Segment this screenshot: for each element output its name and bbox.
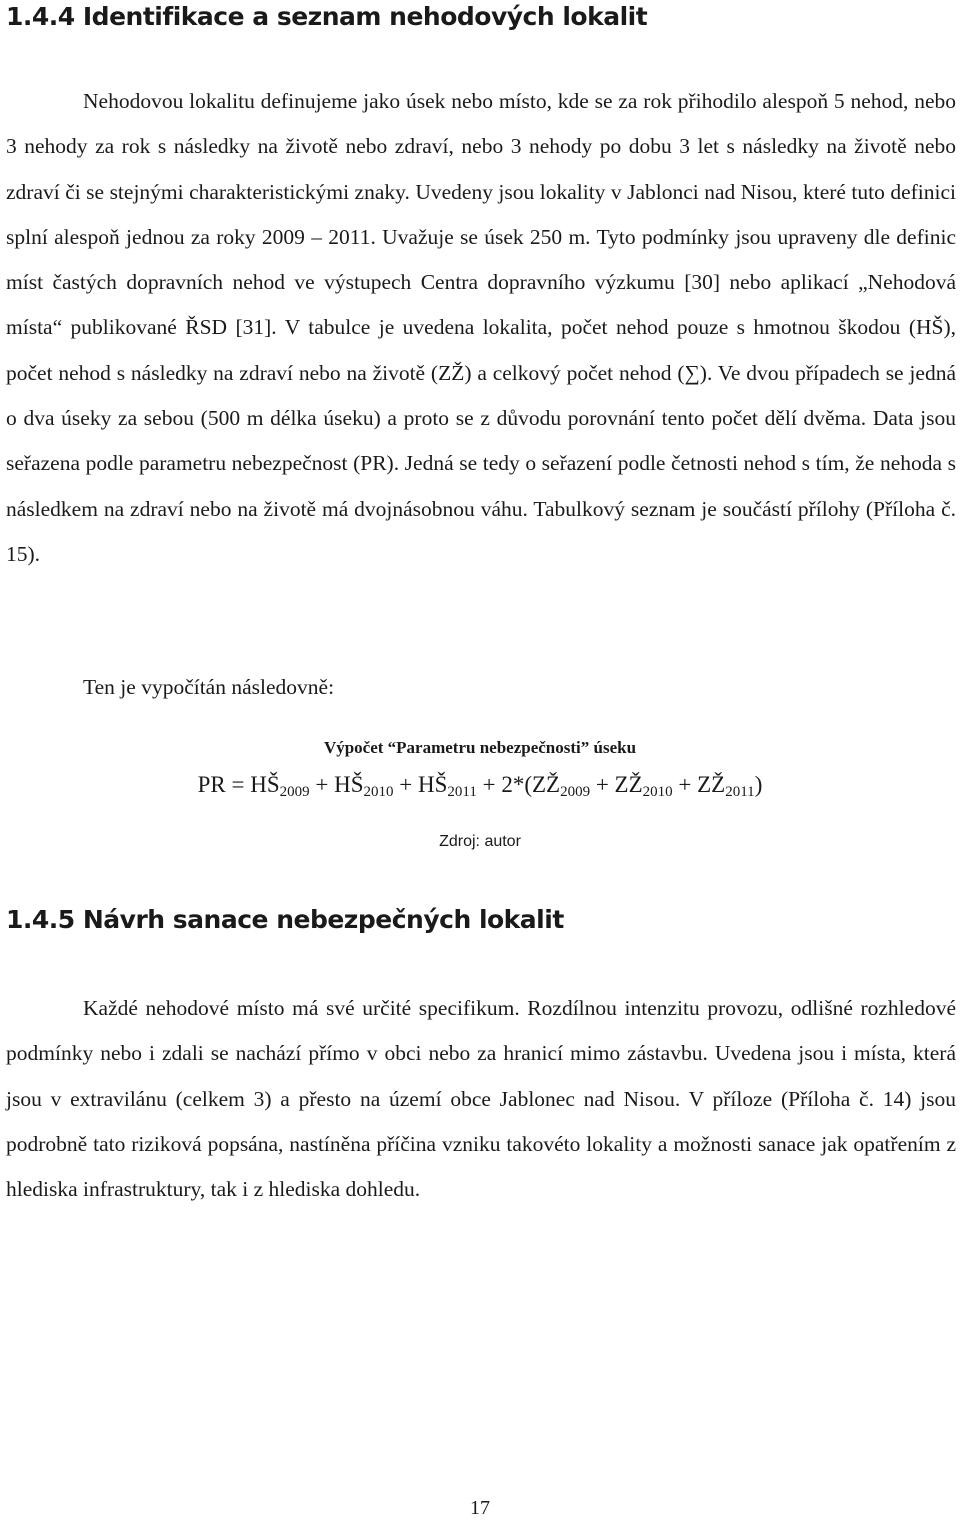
section-heading-navrh-sanace: 1.4.5 Návrh sanace nebezpečných lokalit <box>6 905 564 934</box>
formula-source: Zdroj: autor <box>439 833 521 850</box>
paragraph-definition: Nehodovou lokalitu definujeme jako úsek nebo místo, kde se za rok přihodilo alespoň 5 nehod, nebo 3 nehody za rok s následky na životě nebo zdraví, nebo 3 nehody po dobu 3 let s následky na životě nebo zdraví či se stejnými charakteristickými znaky. Uvedeny jsou lokality v Jablonci nad Nisou, které tuto definici splní alespoň jednou za roky 2009 – 2011. Uvažuje se úsek 250 m. Tyto podmínky jsou upraveny dle definic míst častých dopravních nehod ve výstupech Centra dopravního výzkumu [30] nebo aplikací „Nehodová místa“ publikované ŘSD [31]. V tabulce je uvedena lokalita, počet nehod pouze s hmotnou škodou (HŠ), počet nehod s následky na zdraví nebo na životě (ZŽ) a celkový počet nehod (∑). Ve dvou případech se jedná o dva úseky za sebou (500 m délka úseku) a proto se z důvodu porovnání tento počet dělí dvěma. Data jsou seřazena podle parametru nebezpečnost (PR). Jedná se tedy o seřazení podle četnosti nehod s tím, že nehoda s následkem na zdraví nebo na životě má dvojnásobnou váhu. Tabulkový seznam je součástí přílohy (Příloha č. 15). <box>6 89 956 566</box>
formula-pr: PR = $HŠ_{2009}$ + $HŠ_{2010}$ + $HŠ_{2011}$ + $2*(ZŽ_{2009}$ + $ZŽ_{2010}$ + $ZŽ_{2011}$) <box>197 772 763 800</box>
page-number: 17 <box>470 1497 490 1519</box>
formula-intro: Ten je vypočítán následovně: <box>83 675 335 699</box>
formula-title: Výpočet “Parametru nebezpečnosti” úseku <box>323 738 637 757</box>
paragraph-sanace: Každé nehodové místo má své určité specifikum. Rozdílnou intenzitu provozu, odlišné rozhledové podmínky nebo i zdali se nachází přímo v obci nebo za hranicí mimo zástavbu. Uvedena jsou i místa, která jsou v extravilánu (celkem 3) a přesto na území obce Jablonec nad Nisou. V příloze (Příloha č. 14) jsou podrobně tato riziková popsána, nastíněna příčina vzniku takovéto lokality a možnosti sanace jak opatřením z hlediska infrastruktury, tak i z hlediska dohledu. <box>6 996 956 1202</box>
section-heading-identifikace: 1.4.4 Identifikace a seznam nehodových lokalit <box>6 2 648 31</box>
